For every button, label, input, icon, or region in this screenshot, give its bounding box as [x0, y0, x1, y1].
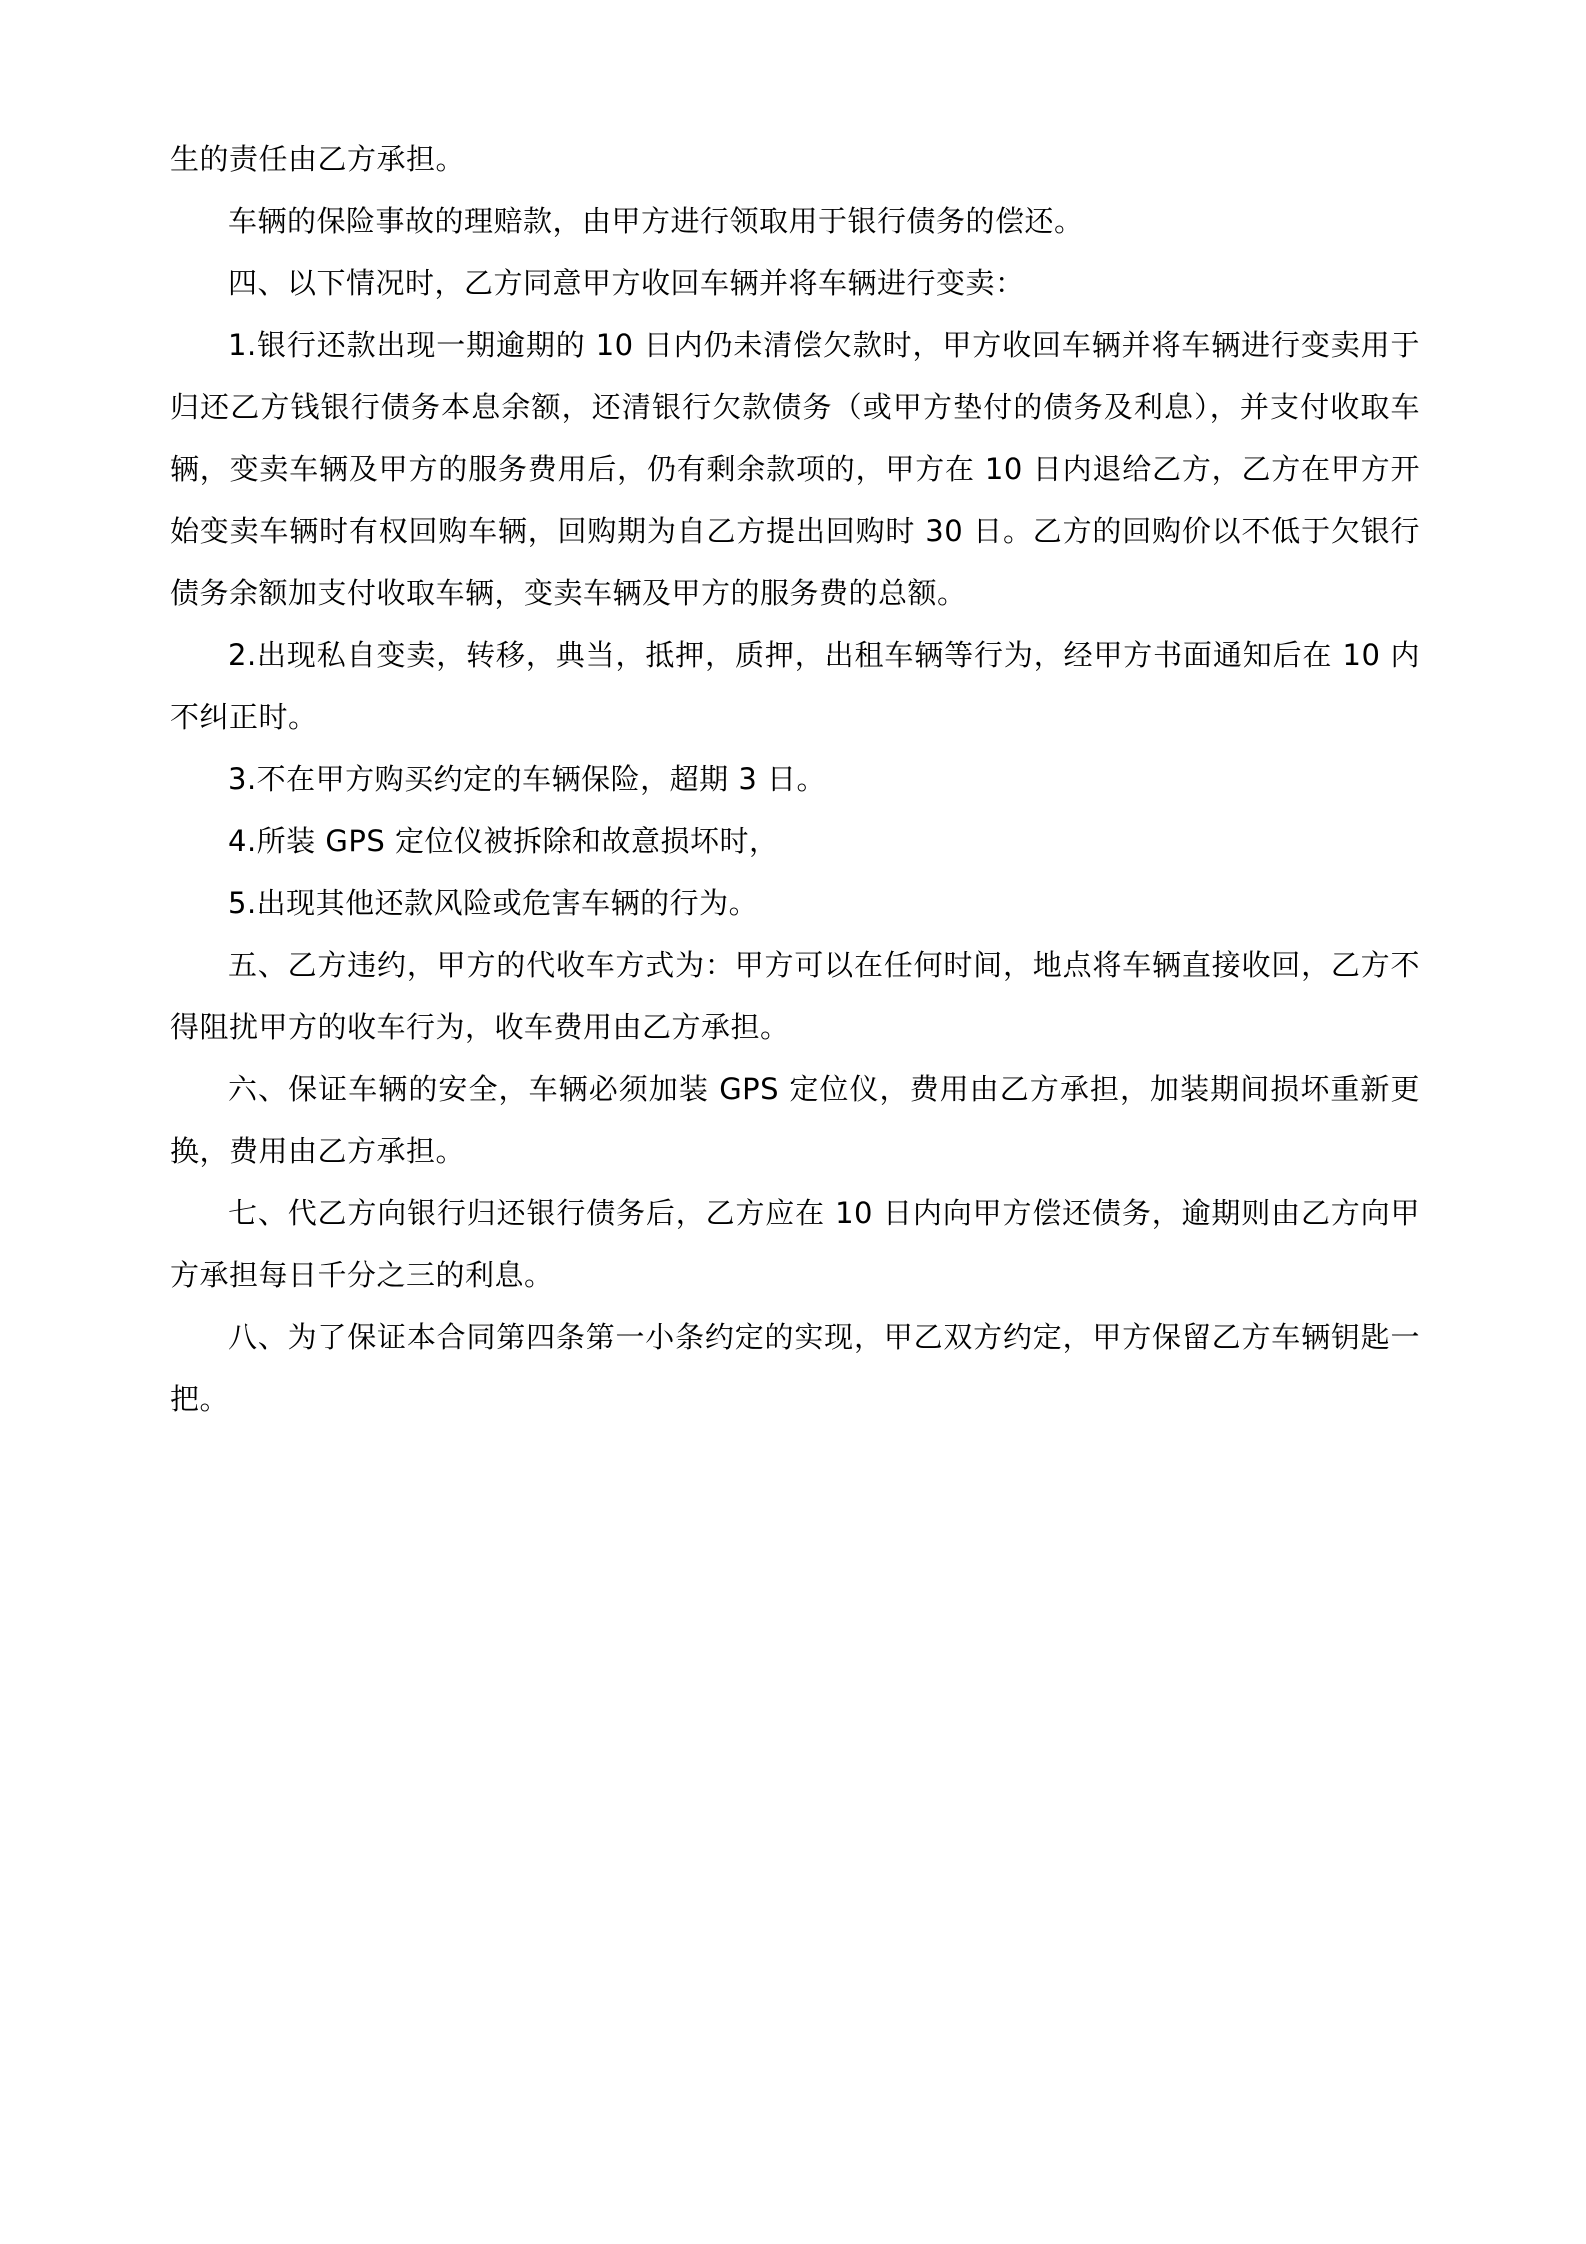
- paragraph-clause-4-item-2: 2.出现私自变卖，转移，典当，抵押，质押，出租车辆等行为，经甲方书面通知后在 10 内不纠正时。: [170, 638, 1420, 734]
- paragraph-clause-8: 八、为了保证本合同第四条第一小条约定的实现，甲乙双方约定，甲方保留乙方车辆钥匙一把。: [170, 1320, 1420, 1416]
- paragraph-clause-6: 六、保证车辆的安全，车辆必须加装 GPS 定位仪，费用由乙方承担，加装期间损坏重新更换，费用由乙方承担。: [170, 1072, 1420, 1168]
- paragraph-continuation: 生的责任由乙方承担。: [170, 142, 466, 176]
- paragraph-clause-5: 五、乙方违约，甲方的代收车方式为：甲方可以在任何时间，地点将车辆直接收回，乙方不得阻扰甲方的收车行为，收车费用由乙方承担。: [170, 948, 1420, 1044]
- document-body: [170, 128, 1420, 1430]
- paragraph-clause-7: 七、代乙方向银行归还银行债务后，乙方应在 10 日内向甲方偿还债务，逾期则由乙方向甲方承担每日千分之三的利息。: [170, 1196, 1420, 1292]
- paragraph-clause-4-item-1: 1.银行还款出现一期逾期的 10 日内仍未清偿欠款时，甲方收回车辆并将车辆进行变卖用于归还乙方钱银行债务本息余额，还清银行欠款债务（或甲方垫付的债务及利息），并支付收取车辆，变卖车辆及甲方的服务费用后，仍有剩余款项的，甲方在 10 日内退给乙方，乙方在甲方开始变卖车辆时有权回购车辆，回购期为自乙方提出回购时 30 日。乙方的回购价以不低于欠银行债务余额加支付收取车辆，变卖车辆及甲方的服务费的总额。: [170, 328, 1420, 610]
- paragraph-clause-4-item-5: 5.出现其他还款风险或危害车辆的行为。: [228, 886, 759, 920]
- paragraph-clause-4-heading: 四、以下情况时，乙方同意甲方收回车辆并将车辆进行变卖：: [228, 266, 1025, 300]
- paragraph-clause-4-item-3: 3.不在甲方购买约定的车辆保险，超期 3 日。: [228, 762, 827, 796]
- paragraph-insurance-claim: 车辆的保险事故的理赔款，由甲方进行领取用于银行债务的偿还。: [228, 204, 1084, 238]
- paragraph-clause-4-item-4: 4.所装 GPS 定位仪被拆除和故意损坏时，: [228, 824, 779, 858]
